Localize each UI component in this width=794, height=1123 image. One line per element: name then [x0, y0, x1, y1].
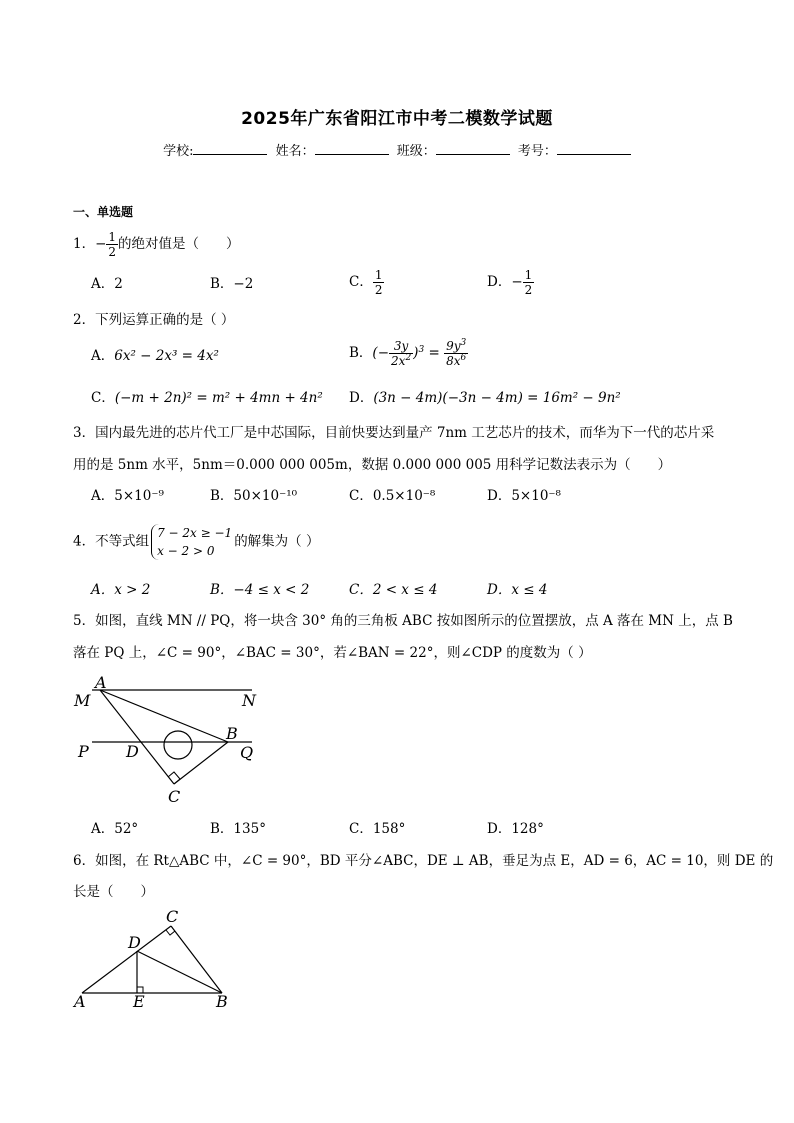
label-q: Q	[240, 743, 254, 762]
name-label: 姓名：	[275, 144, 315, 159]
q3-option-a: A．5×10⁻⁹	[91, 488, 164, 504]
question-5-line-2: 落在 PQ 上，∠C = 90°，∠BAC = 30°，若∠BAN = 22°，则∠CDP 的度数为（ ）	[73, 645, 592, 661]
section-heading: 一、单选题	[73, 205, 134, 219]
question-3-line-1: 3．国内最先进的芯片代工厂是中芯国际，目前快要达到量产 7nm 工艺芯片的技术，而华为下一代的芯片采	[73, 425, 715, 441]
q2-option-a-label: A．	[91, 348, 115, 364]
segment-ac	[82, 926, 171, 993]
q2-option-a-expr: 6x² − 2x³ = 4x²	[114, 348, 219, 364]
student-info-line	[0, 140, 794, 159]
q1-option-d-num: 1	[524, 268, 533, 282]
q1-option-d-den: 2	[524, 283, 533, 297]
label-b: B	[216, 992, 228, 1011]
q4-prefix: 4．不等式组	[73, 533, 150, 550]
q2-option-c	[91, 388, 323, 408]
question-4	[73, 524, 319, 560]
q1-option-c	[349, 268, 384, 297]
q1-option-c-den: 2	[374, 283, 383, 297]
question-6-line-2: 长是（ ）	[73, 884, 154, 900]
q2-option-a	[91, 346, 219, 366]
label-b: B	[226, 724, 238, 743]
q1-option-d-fraction	[523, 268, 535, 297]
segment-ac	[100, 690, 174, 784]
q5-circle	[164, 731, 192, 759]
question-2: 2．下列运算正确的是（ ）	[73, 312, 235, 328]
q5-option-c: C．158°	[349, 821, 406, 837]
school-label: 学校:	[163, 144, 194, 159]
label-n: N	[242, 691, 256, 710]
school-blank	[193, 142, 267, 155]
q5-option-d: D．128°	[487, 821, 544, 837]
q2-option-b-label: B．	[349, 345, 373, 361]
q1-text: 的绝对值是（ ）	[118, 236, 240, 252]
label-m: M	[74, 691, 91, 710]
question-3-line-2: 用的是 5nm 水平，5nm＝0.000 000 005m，数据 0.000 000 005 用科学记数法表示为（ ）	[73, 457, 672, 473]
number-label: 考号：	[517, 144, 557, 159]
class-label: 班级：	[396, 144, 436, 159]
number-blank	[557, 142, 631, 155]
q6-geometry-figure	[70, 906, 240, 1011]
q1-frac-numerator: 1	[108, 230, 117, 244]
q2-option-d-expr: (3n − 4m)(−3n − 4m) = 16m² − 9n²	[373, 390, 621, 406]
q2-option-c-expr: (−m + 2n)² = m² + 4mn + 4n²	[114, 390, 323, 406]
q1-option-d	[487, 268, 534, 297]
q5-option-a: A．52°	[91, 821, 139, 837]
q3-option-d: D．5×10⁻⁸	[487, 488, 561, 504]
segment-db	[137, 951, 222, 993]
segment-bc	[174, 742, 228, 784]
label-c: C	[168, 787, 181, 806]
q1-option-d-label: D．−	[487, 274, 523, 290]
q4-option-a: A．x > 2	[91, 582, 151, 598]
q1-option-b: B．−2	[210, 276, 254, 292]
class-blank	[436, 142, 510, 155]
label-e: E	[133, 992, 145, 1011]
question-6-line-1: 6．如图，在 Rt△ABC 中，∠C = 90°，BD 平分∠ABC，DE ⊥ AB，垂足为点 E，AD = 6，AC = 10，则 DE 的	[73, 853, 774, 869]
q2-option-d	[349, 388, 621, 408]
label-p: P	[78, 742, 89, 761]
q5-option-b: B．135°	[210, 821, 266, 837]
q4-inequality-2: x − 2 > 0	[157, 544, 215, 558]
label-c: C	[166, 907, 179, 926]
q3-option-c: C．0.5×10⁻⁸	[349, 488, 436, 504]
question-5-line-1: 5．如图，直线 MN // PQ，将一块含 30° 角的三角板 ABC 按如图所示的位置摆放，点 A 落在 MN 上，点 B	[73, 613, 733, 629]
q1-frac-denominator: 2	[108, 245, 117, 259]
q1-minus: −	[95, 236, 107, 252]
q3-option-b: B．50×10⁻¹⁰	[210, 488, 298, 504]
q1-option-c-num: 1	[374, 268, 383, 282]
label-a: A	[74, 992, 86, 1011]
q1-option-c-label: C．	[349, 274, 373, 290]
q5-geometry-figure	[70, 672, 270, 807]
q1-option-a: A．2	[91, 276, 123, 292]
q1-number: 1．	[73, 236, 96, 252]
q2-option-b	[349, 339, 468, 368]
name-blank	[315, 142, 389, 155]
question-1	[73, 230, 240, 259]
q4-option-d: D．x ≤ 4	[487, 582, 548, 598]
label-d: D	[128, 933, 141, 952]
q4-suffix: 的解集为（ ）	[234, 533, 320, 550]
q2-option-d-label: D．	[349, 390, 374, 406]
q1-option-c-fraction	[373, 268, 385, 297]
page-title: 2025年广东省阳江市中考二模数学试题	[241, 109, 553, 129]
segment-cb	[171, 926, 222, 993]
q4-option-c: C．2 < x ≤ 4	[349, 582, 438, 598]
q1-fraction	[106, 230, 118, 259]
q2-option-b-expr: (− $\frac{3y}{2x^2}$ )$^3$ = $\frac{9y^3}{8x^6}$	[372, 338, 467, 368]
segment-ab	[100, 690, 228, 742]
q4-inequality-1: 7 − 2x ≥ −1	[157, 526, 233, 540]
q2-option-c-label: C．	[91, 390, 115, 406]
label-a: A	[95, 673, 107, 692]
q6-right-angle-mark-c	[166, 930, 175, 935]
q4-option-b: B．−4 ≤ x < 2	[210, 582, 310, 598]
label-d: D	[126, 742, 139, 761]
q4-inequality-system	[151, 524, 232, 560]
